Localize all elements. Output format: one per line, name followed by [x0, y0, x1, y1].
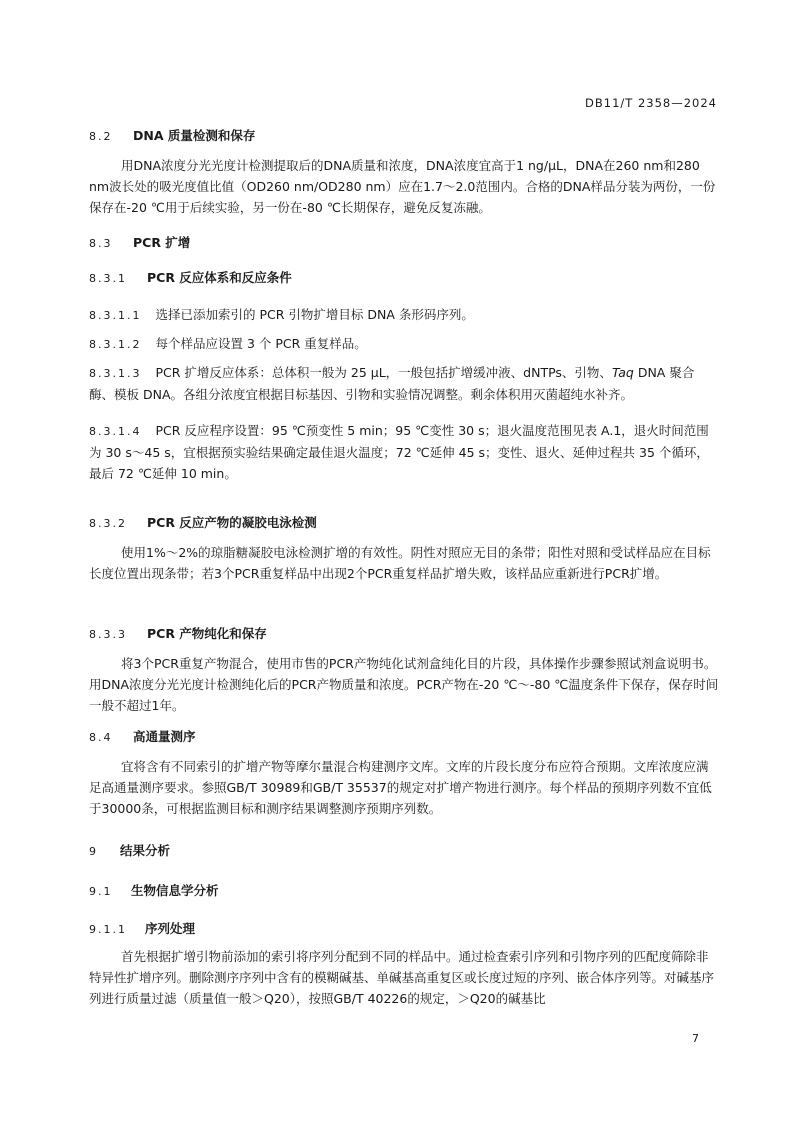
heading-title: 结果分析: [120, 843, 171, 858]
heading-title: PCR 反应体系和反应条件: [147, 270, 292, 285]
paragraph-8-4: 宜将含有不同索引的扩增产物等摩尔量混合构建测序文库。文库的片段长度分布应符合预期。文库浓度应满足高通量测序要求。参照GB/T 30989和GB/T 35537的规定对扩增产物进行测序。每个样品的预期序列数不宜低于30000条，可根据监测目标和测序结果调整测序预期序列数。: [89, 759, 712, 816]
heading-number: 9.1.1: [89, 923, 127, 936]
heading-title: PCR 产物纯化和保存: [147, 626, 267, 641]
heading-8-4: [89, 727, 196, 745]
item-text: PCR 反应程序设置：95 ℃预变性 5 min；95 ℃变性 30 s；退火温度范围见表 A.1，退火时间范围为 30 s～45 s，宜根据预实验结果确定最佳退火温度；72 ℃延伸 45 s；变性、退火、延伸过程共 35 个循环，最后 72 ℃延伸 10 min。: [89, 423, 709, 481]
heading-title: 高通量测序: [133, 729, 196, 744]
document-header-code: DB11/T 2358—2024: [585, 96, 717, 110]
page-number: 7: [692, 1032, 699, 1045]
paragraph-8-3-2: 使用1%～2%的琼脂糖凝胶电泳检测扩增的有效性。阴性对照应无目的条带；阳性对照和受试样品应在目标长度位置出现条带；若3个PCR重复样品中出现2个PCR重复样品扩增失败，该样品应重新进行PCR扩增。: [89, 545, 711, 581]
heading-title: 生物信息学分析: [131, 883, 219, 898]
heading-8-3: [89, 233, 190, 251]
heading-number: 8.4: [89, 731, 113, 744]
italic-term: Taq: [611, 365, 634, 380]
item-number: 8.3.1.3: [89, 367, 142, 380]
heading-title: 序列处理: [145, 921, 196, 936]
heading-8-3-1: [89, 268, 292, 286]
heading-9-1-1: [89, 919, 195, 937]
paragraph-9-1-1: 首先根据扩增引物前添加的索引将序列分配到不同的样品中。通过检查索引序列和引物序列的匹配度筛除非特异性扩增序列。删除测序序列中含有的模糊碱基、单碱基高重复区或长度过短的序列、嵌合体序列等。对碱基序列进行质量过滤（质量值一般＞Q20），按照GB/T 40226的规定，＞Q20的碱基比: [89, 949, 715, 1006]
heading-number: 8.2: [89, 130, 113, 143]
paragraph-8-2: 用DNA浓度分光光度计检测提取后的DNA质量和浓度，DNA浓度宜高于1 ng/μL，DNA在260 nm和280 nm波长处的吸光度值比值（OD260 nm/OD280 nm）应在1.7～2.0范围内。合格的DNA样品分装为两份，一份保存在-20 ℃用于后续实验，另一份在-80 ℃长期保存，避免反复冻融。: [89, 158, 716, 215]
item-number: 8.3.1.2: [89, 338, 142, 351]
heading-9-1: [89, 881, 219, 899]
heading-title: PCR 扩增: [133, 235, 191, 250]
heading-number: 8.3.3: [89, 628, 127, 641]
heading-number: 8.3: [89, 237, 113, 250]
heading-9: [89, 841, 170, 859]
heading-number: 9.1: [89, 885, 113, 898]
item-text: DNA 聚合酶、模板 DNA。各组分浓度宜根据目标基因、引物和实验情况调整。剩余体积用灭菌超纯水补齐。: [89, 365, 695, 402]
heading-title: PCR 反应产物的凝胶电泳检测: [147, 515, 317, 530]
heading-8-3-3: [89, 624, 267, 642]
paragraph-8-3-3: 将3个PCR重复产物混合，使用市售的PCR产物纯化试剂盒纯化目的片段，具体操作步骤参照试剂盒说明书。用DNA浓度分光光度计检测纯化后的PCR产物质量和浓度。PCR产物在-20 ℃～-80 ℃温度条件下保存，保存时间一般不超过1年。: [89, 656, 719, 713]
heading-8-3-2: [89, 513, 317, 531]
heading-8-2: [89, 126, 255, 144]
heading-number: 8.3.1: [89, 272, 127, 285]
item-number: 8.3.1.1: [89, 309, 142, 322]
item-text: 每个样品应设置 3 个 PCR 重复样品。: [155, 336, 367, 351]
item-number: 8.3.1.4: [89, 425, 142, 438]
list-item-8-3-1-3: [89, 362, 719, 405]
item-text: 选择已添加索引的 PCR 引物扩增目标 DNA 条形码序列。: [155, 307, 474, 322]
item-text: PCR 扩增反应体系：总体积一般为 25 μL，一般包括扩增缓冲液、dNTPs、引物、: [155, 365, 612, 380]
heading-number: 8.3.2: [89, 517, 127, 530]
list-item-8-3-1-4: [89, 420, 719, 484]
heading-title: DNA 质量检测和保存: [133, 128, 256, 143]
list-item-8-3-1-2: [89, 333, 719, 355]
heading-number: 9: [89, 845, 98, 858]
list-item-8-3-1-1: [89, 304, 719, 326]
